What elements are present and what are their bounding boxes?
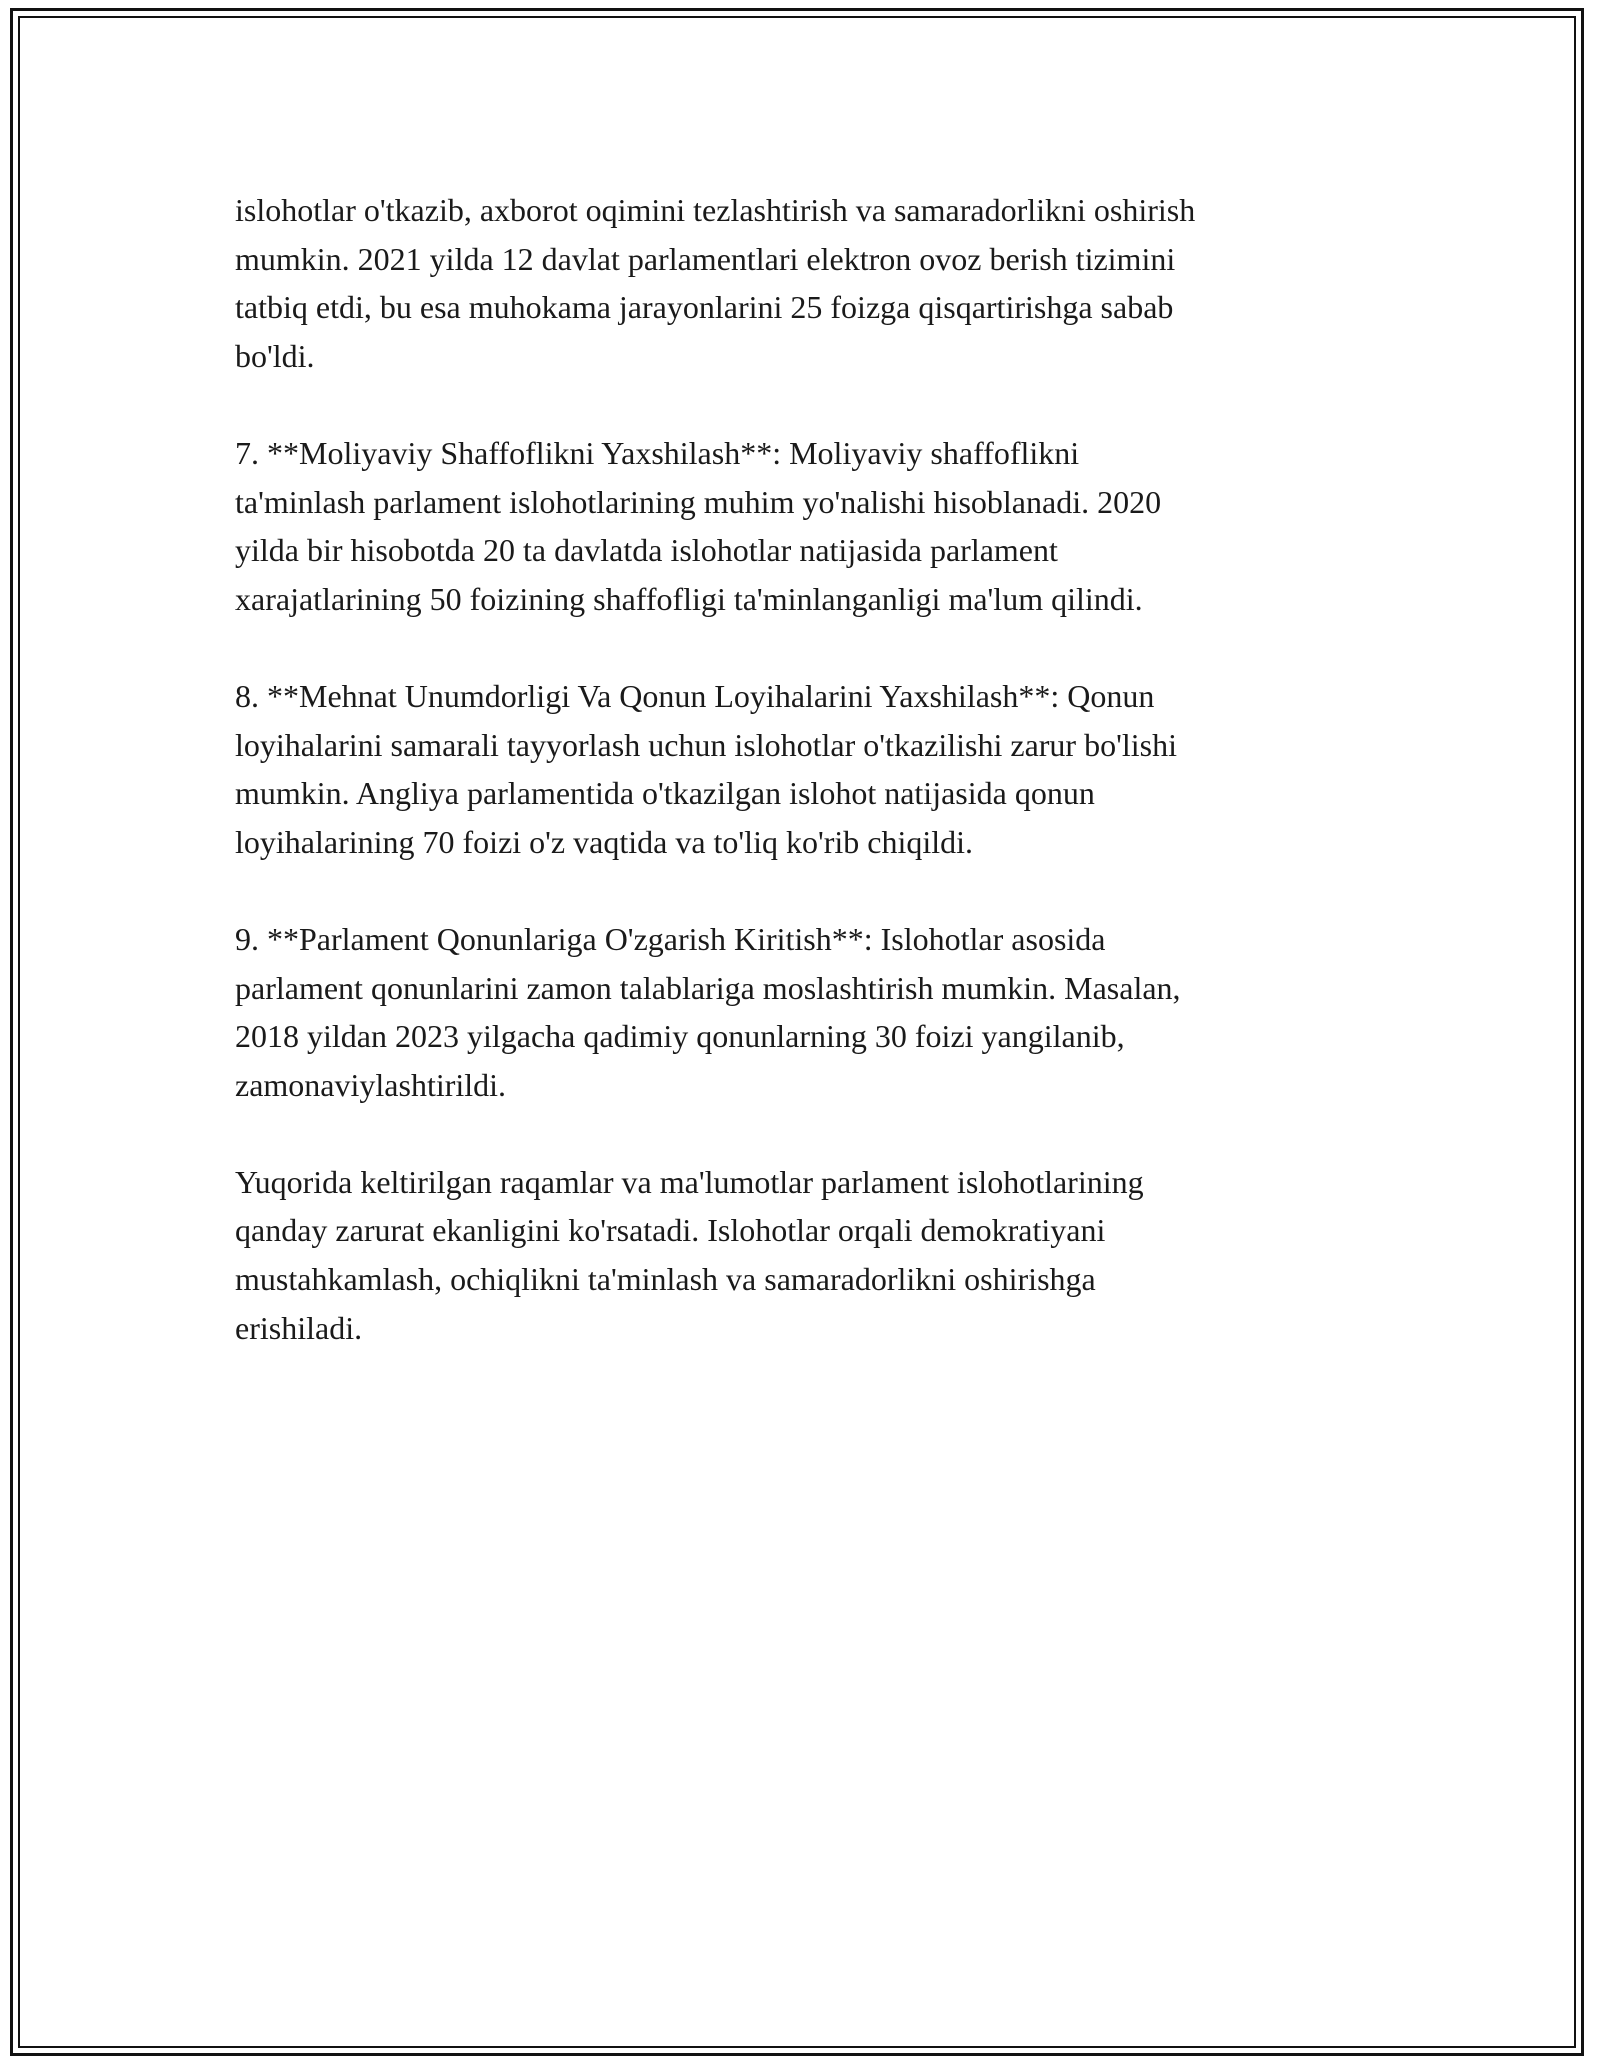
paragraph-item-8: 8. **Mehnat Unumdorligi Va Qonun Loyihalarini Yaxshilash**: Qonun loyihalarini samarali tayyorlash uchun islohotlar o'tkazilishi zarur bo'lishi mumkin. Angliya parlamentida o'tkazilgan islohot natijasida qonun loyihalarining 70 foizi o'z vaqtida va to'liq ko'rib chiqildi. bbox=[235, 677, 1177, 860]
document-body bbox=[235, 186, 1365, 1401]
paragraph-conclusion: Yuqorida keltirilgan raqamlar va ma'lumotlar parlament islohotlarining qanday zarurat ekanligini ko'rsatadi. Islohotlar orqali demokratiyani mustahkamlash, ochiqlikni ta'minlash va samaradorlikni oshirishga erishiladi. bbox=[235, 1163, 1144, 1346]
paragraph-continuation: islohotlar o'tkazib, axborot oqimini tezlashtirish va samaradorlikni oshirish mumkin. 2021 yilda 12 davlat parlamentlari elektron ovoz berish tizimini tatbiq etdi, bu esa muhokama jarayonlarini 25 foizga qisqartirishga sabab bo'ldi. bbox=[235, 192, 1196, 374]
paragraph-item-7: 7. **Moliyaviy Shaffoflikni Yaxshilash**: Moliyaviy shaffoflikni ta'minlash parlament islohotlarining muhim yo'nalishi hisoblanadi. 2020 yilda bir hisobotda 20 ta davlatda islohotlar natijasida parlament xarajatlarining 50 foizining shaffofligi ta'minlanganligi ma'lum qilindi. bbox=[235, 434, 1162, 617]
paragraph-item-9: 9. **Parlament Qonunlariga O'zgarish Kiritish**: Islohotlar asosida parlament qonunlarini zamon talablariga moslashtirish mumkin. Masalan, 2018 yildan 2023 yilgacha qadimiy qonunlarning 30 foizi yangilanib, zamonaviylashtirildi. bbox=[235, 920, 1181, 1103]
